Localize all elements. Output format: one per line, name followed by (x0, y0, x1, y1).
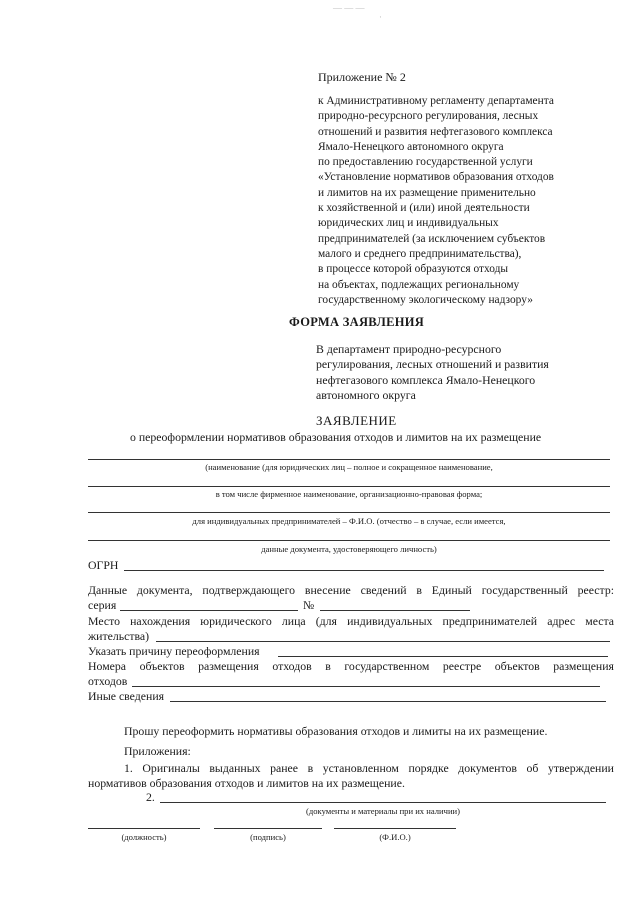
objects-field-line[interactable] (132, 686, 600, 687)
recipient-line: В департамент природно-ресурсного (316, 342, 502, 356)
location-label-line2: жительства) (88, 629, 150, 643)
other-label: Иные сведения (88, 689, 165, 703)
attachment-item-1-line2: нормативов образования отходов и лимитов на их размещение. (88, 776, 405, 790)
signature-field-line[interactable] (214, 828, 322, 829)
attachment-item-2-caption: (документы и материалы при их наличии) (305, 806, 461, 816)
appendix-text (318, 94, 608, 308)
fio-field-line[interactable] (334, 828, 456, 829)
appendix-line: отношений и развития нефтегазового комплекса (318, 125, 553, 138)
reason-field-line[interactable] (278, 656, 608, 657)
appendix-line: и лимитов на их размещение применительно (318, 186, 536, 199)
number-label: № (303, 598, 315, 612)
appendix-line: Ямало-Ненецкого автономного округа (318, 140, 504, 153)
scan-mark: — — — (333, 3, 365, 13)
form-title: ФОРМА ЗАЯВЛЕНИЯ (289, 315, 425, 329)
objects-label-line1: Номера объектов размещения отходов в государственном реестре объектов размещения (88, 659, 614, 673)
signature-caption: (подпись) (250, 832, 286, 842)
attachment-item-2-line[interactable] (160, 802, 606, 803)
ip-field-line[interactable] (88, 512, 610, 513)
number-field-line[interactable] (320, 610, 470, 611)
appendix-line: по предоставлению государственной услуги (318, 156, 533, 169)
series-field-line[interactable] (120, 610, 298, 611)
recipient-block (316, 342, 576, 403)
reason-label: Указать причину переоформления (88, 644, 260, 658)
position-field-line[interactable] (88, 828, 200, 829)
recipient-line: регулирования, лесных отношений и развития (316, 357, 549, 372)
position-caption: (должность) (121, 832, 167, 842)
ogrn-label: ОГРН (88, 558, 119, 572)
appendix-title: Приложение № 2 (318, 70, 406, 84)
appendix-line: на объектах, подлежащих региональному (318, 278, 520, 291)
attachments-heading: Приложения: (124, 744, 191, 758)
appendix-line: юридических лиц и индивидуальных (318, 217, 499, 230)
location-label-line1: Место нахождения юридического лица (для индивидуальных предпринимателей адрес места (88, 614, 614, 628)
statement-heading: ЗАЯВЛЕНИЕ (316, 413, 397, 428)
recipient-line: нефтегазового комплекса Ямало-Ненецкого (316, 372, 536, 387)
attachment-item-2-label: 2. (146, 790, 155, 804)
appendix-line: предпринимателей (за исключением субъектов (318, 232, 546, 245)
ogrn-field-line[interactable] (124, 570, 604, 571)
firm-caption: в том числе фирменное наименование, организационно-правовая форма; (215, 489, 483, 499)
statement-subtitle: о переоформлении нормативов образования отходов и лимитов на их размещение (130, 430, 542, 444)
fio-caption: (Ф.И.О.) (379, 832, 411, 842)
request-text: Прошу переоформить нормативы образования отходов и лимиты на их размещение. (124, 724, 548, 738)
appendix-line: «Установление нормативов образования отходов (318, 171, 554, 184)
attachment-item-1-line1: 1. Оригиналы выданных ранее в установленном порядке документов об утверждении (124, 761, 614, 775)
other-field-line[interactable] (170, 701, 606, 702)
scan-mark: · (379, 12, 382, 22)
series-label: серия (88, 598, 117, 612)
appendix-line: малого и среднего предпринимательства), (318, 247, 522, 260)
appendix-line: в процессе которой образуются отходы (318, 263, 509, 276)
objects-label-line2: отходов (88, 674, 128, 688)
doc-field-line[interactable] (88, 540, 610, 541)
name-caption: (наименование (для юридических лиц – полное и сокращенное наименование, (205, 462, 493, 472)
doc-caption: данные документа, удостоверяющего личность) (261, 544, 437, 554)
ip-caption: для индивидуальных предпринимателей – Ф.И.О. (отчество – в случае, если имеется, (192, 516, 506, 526)
name-field-line[interactable] (88, 459, 610, 460)
appendix-line: к хозяйственной и (или) иной деятельности (318, 202, 530, 215)
appendix-line: к Административному регламенту департамента (318, 95, 554, 107)
recipient-line: автономного округа (316, 387, 416, 402)
firm-field-line[interactable] (88, 486, 610, 487)
appendix-line: государственному экологическому надзору» (318, 293, 533, 306)
doc-data-label: Данные документа, подтверждающего внесение сведений в Единый государственный реестр: (88, 583, 614, 597)
appendix-line: природно-ресурсного регулирования, лесных (318, 110, 539, 123)
location-field-line[interactable] (156, 641, 610, 642)
